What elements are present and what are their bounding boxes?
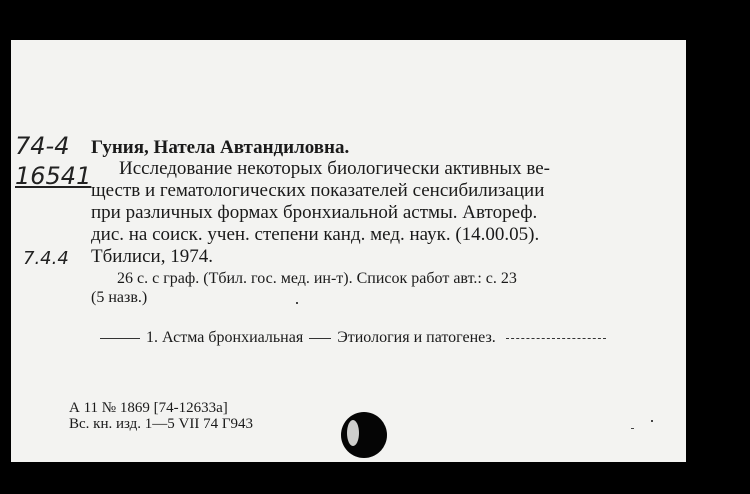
speck [631,428,634,429]
subject-heading-text: Астма бронхиальная [162,329,304,346]
collation-line-1: 26 с. с граф. (Тбил. гос. мед. ин-т). Список работ авт.: с. 23 [117,270,517,287]
divider [100,338,140,339]
speck [296,302,298,304]
handwritten-note: 7.4.4 [23,248,69,269]
title-line-2: ществ и гематологических показателей сенсибилизации [91,180,545,201]
speck [651,420,653,422]
shelf-code-handwritten: 74-4 [15,132,70,160]
collation-line-2: (5 назв.) [91,289,148,306]
subject-subheading: Этиология и патогенез. [337,329,496,346]
title-line-3: при различных формах бронхиальной астмы. Автореф. [91,202,538,223]
title-line-4: дис. на соиск. учен. степени канд. мед. наук. (14.00.05). [91,224,540,245]
catalog-card [11,40,686,462]
catalog-line-2: Вс. кн. изд. 1—5 VII 74 Г943 [69,416,254,432]
subject-number: 1. [146,329,158,346]
subject-heading [94,329,612,347]
catalog-line-1: А 11 № 1869 [74-12633а] [69,400,228,416]
title-line-1: Исследование некоторых биологически активных ве- [119,158,551,179]
title-line-5: Тбилиси, 1974. [91,246,213,267]
divider [506,338,606,339]
divider [309,338,331,339]
author-name: Гуния, Натела Автандиловна. [91,137,350,158]
call-number-handwritten: 16541 [15,162,92,190]
punch-hole [341,412,387,458]
